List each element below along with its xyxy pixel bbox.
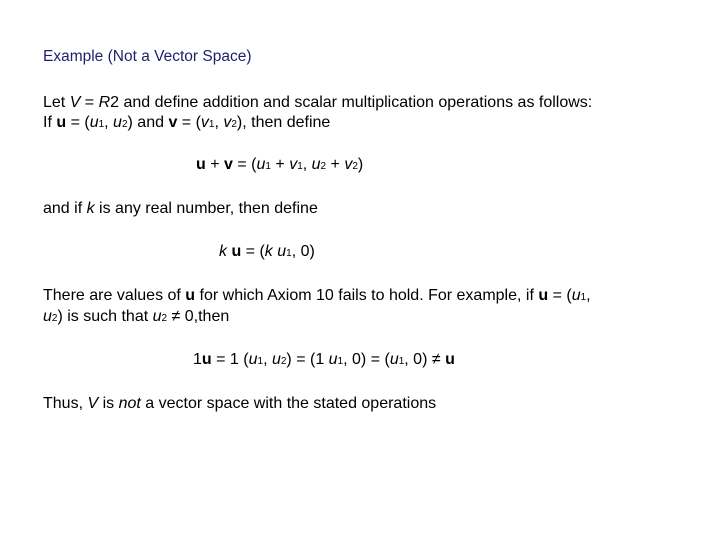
t: is any real number, then define (94, 200, 318, 217)
vec-v: v (224, 156, 233, 173)
var-k: k (264, 243, 273, 260)
t: 1 (193, 351, 202, 368)
sub: 1 (257, 356, 264, 367)
t: = ( (177, 114, 201, 131)
sub: 2 (231, 119, 237, 130)
t: = ( (232, 156, 257, 173)
vec-u: u (445, 351, 455, 368)
sub: 1 (286, 248, 292, 259)
title-text: Example (Not a Vector Space) (43, 48, 252, 65)
t: 2 (110, 94, 120, 111)
t: + (326, 156, 345, 173)
t: ) and (127, 114, 169, 131)
t: = (80, 94, 99, 111)
var-V: V (87, 395, 99, 412)
var-u: u (311, 156, 321, 173)
var-v: v (200, 114, 209, 131)
var-u: u (389, 351, 399, 368)
t: + (270, 156, 290, 173)
var-k: k (219, 243, 227, 260)
var-R: R (98, 94, 111, 111)
t: and if (43, 200, 87, 217)
t: ), then define (236, 114, 331, 131)
var-u: u (328, 351, 338, 368)
t: If (43, 114, 57, 131)
if-line (43, 113, 330, 135)
t: = ( (66, 114, 90, 131)
emphasis-not: not (118, 395, 141, 412)
var-u: u (152, 308, 162, 325)
var-v: v (223, 114, 232, 131)
var-u: u (571, 287, 581, 304)
t: and define addition and scalar multiplication operations as follows: (119, 94, 593, 111)
t: = ( (241, 243, 265, 260)
sub: 1 (208, 119, 215, 130)
intro-line (43, 93, 592, 113)
var-u: u (248, 351, 258, 368)
var-V: V (69, 94, 81, 111)
vec-u: u (231, 243, 242, 260)
sub: 1 (580, 292, 587, 303)
t: for which Axiom 10 fails to hold. For example, if (195, 287, 539, 304)
vec-u: u (196, 156, 206, 173)
var-u: u (277, 243, 287, 260)
var-v: v (289, 156, 298, 173)
sub: 1 (337, 356, 344, 367)
t: There are values of (43, 287, 186, 304)
axiom-line-1 (43, 286, 591, 308)
scalar-definition (219, 242, 315, 264)
t: = 1 ( (211, 351, 249, 368)
t: ≠ 0,then (167, 308, 230, 325)
sub: 2 (320, 161, 327, 172)
conclusion (43, 394, 436, 414)
vec-u: u (538, 287, 549, 304)
t: + (205, 156, 225, 173)
t: ) is such that (57, 308, 153, 325)
var-u: u (256, 156, 266, 173)
t: , 0) (291, 243, 315, 260)
t: , (302, 156, 312, 173)
sub: 1 (98, 119, 105, 130)
vec-u: u (185, 287, 196, 304)
sub: 1 (398, 356, 405, 367)
t: , 0) ≠ (404, 351, 446, 368)
addition-definition (196, 155, 363, 177)
t: , (104, 114, 114, 131)
t: , (214, 114, 224, 131)
t: , (263, 351, 272, 368)
t: = ( (548, 287, 572, 304)
t: ) (357, 156, 364, 173)
result-equation (193, 350, 455, 372)
t: Thus, (43, 395, 88, 412)
var-u: u (113, 114, 122, 131)
t: ) = (1 (286, 351, 329, 368)
t: , 0) = ( (343, 351, 390, 368)
sub: 2 (51, 313, 58, 324)
t: a vector space with the stated operations (140, 395, 437, 412)
t: Let (43, 94, 70, 111)
t: , (586, 287, 591, 304)
scalar-intro (43, 199, 318, 219)
sub: 2 (352, 161, 358, 172)
vec-u: u (56, 114, 67, 131)
t: is (98, 395, 119, 412)
axiom-line-2 (43, 307, 229, 329)
var-k: k (86, 200, 95, 217)
sub: 2 (121, 119, 128, 130)
sub: 1 (265, 161, 271, 172)
slide-title (43, 47, 252, 67)
sub: 2 (161, 313, 168, 324)
var-u: u (43, 308, 52, 325)
sub: 2 (280, 356, 287, 367)
vec-v: v (168, 114, 178, 131)
var-v: v (344, 156, 353, 173)
vec-u: u (201, 351, 212, 368)
var-u: u (271, 351, 281, 368)
var-u: u (89, 114, 99, 131)
sub: 1 (297, 161, 303, 172)
